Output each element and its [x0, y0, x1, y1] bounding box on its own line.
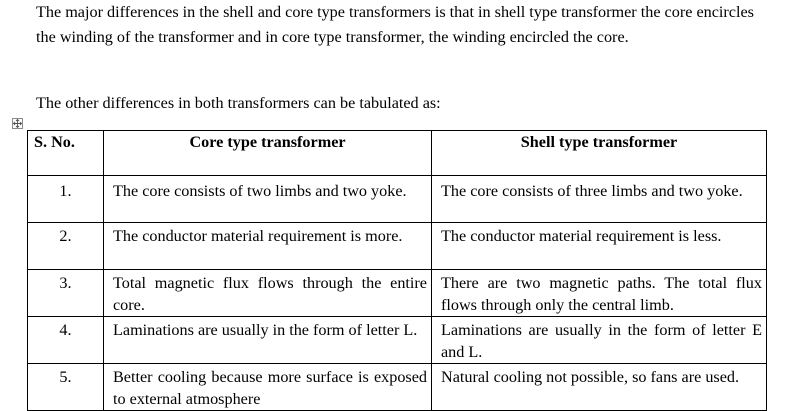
row-number: 5. — [28, 364, 104, 411]
row-number: 1. — [28, 176, 104, 223]
shell-cell: Natural cooling not possible, so fans are used. — [432, 364, 767, 411]
core-cell: Total magnetic flux flows through the entire core. — [104, 270, 432, 317]
core-cell: Laminations are usually in the form of letter L. — [104, 317, 432, 364]
shell-cell: The core consists of three limbs and two yoke. — [432, 176, 767, 223]
shell-cell: The conductor material requirement is less. — [432, 223, 767, 270]
table-row — [28, 364, 767, 411]
core-cell: Better cooling because more surface is exposed to external atmosphere — [104, 364, 432, 411]
intro-paragraph: The major differences in the shell and core type transformers is that in shell type transformer the core encircles the winding of the transformer and in core type transformer, the winding encircled the core. — [36, 3, 754, 46]
table-row — [28, 223, 767, 270]
table-move-handle-icon[interactable] — [12, 118, 23, 129]
core-cell: The conductor material requirement is more. — [104, 223, 432, 270]
header-shell: Shell type transformer — [432, 131, 767, 176]
table-header-row — [28, 131, 767, 176]
comparison-table — [27, 130, 767, 411]
core-cell: The core consists of two limbs and two yoke. — [104, 176, 432, 223]
row-number: 4. — [28, 317, 104, 364]
table-row — [28, 270, 767, 317]
table-row — [28, 176, 767, 223]
shell-cell: Laminations are usually in the form of letter E and L. — [432, 317, 767, 364]
row-number: 2. — [28, 223, 104, 270]
header-sno: S. No. — [28, 131, 104, 176]
shell-cell: There are two magnetic paths. The total flux flows through only the central limb. — [432, 270, 767, 317]
table-row — [28, 317, 767, 364]
lead-paragraph: The other differences in both transformers can be tabulated as: — [36, 94, 441, 112]
header-core: Core type transformer — [104, 131, 432, 176]
row-number: 3. — [28, 270, 104, 317]
